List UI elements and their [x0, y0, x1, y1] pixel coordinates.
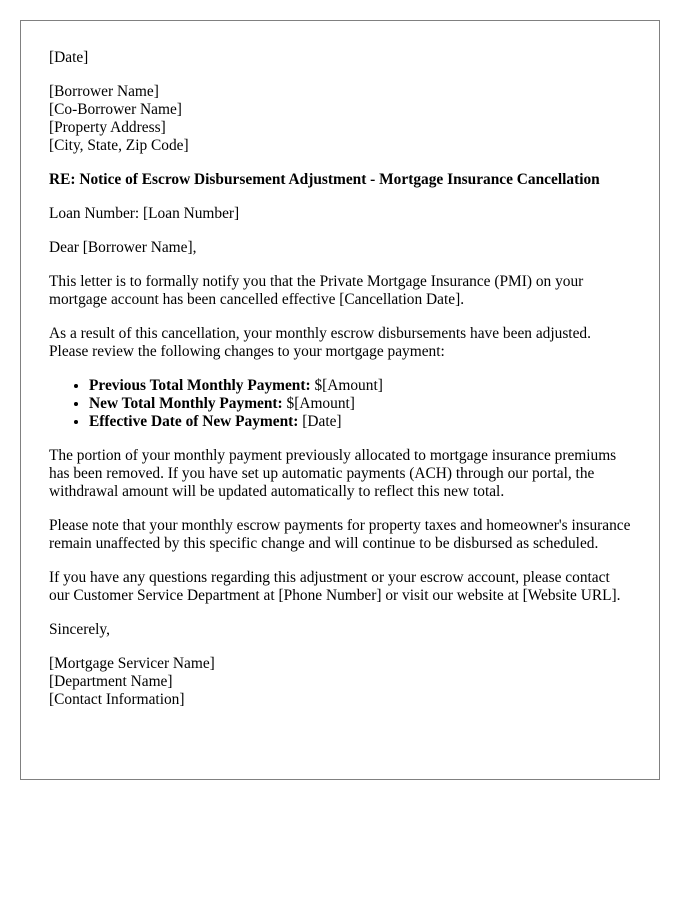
- list-item: [89, 395, 631, 413]
- city-state-zip: [City, State, Zip Code]: [49, 137, 189, 154]
- new-payment-value: $[Amount]: [282, 395, 355, 412]
- borrower-name: [Borrower Name]: [49, 83, 159, 100]
- body-paragraph-5: If you have any questions regarding this adjustment or your escrow account, please contact our Customer Service Department at [Phone Number] or visit our website at [Website URL].: [49, 569, 621, 604]
- contact-information: [Contact Information]: [49, 691, 185, 708]
- loan-number: Loan Number: [Loan Number]: [49, 205, 240, 222]
- new-payment-label: New Total Monthly Payment:: [89, 395, 283, 412]
- closing: Sincerely,: [49, 621, 110, 638]
- body-paragraph-1: This letter is to formally notify you that the Private Mortgage Insurance (PMI) on your mortgage account has been cancelled effective [Cancellation Date].: [49, 273, 584, 308]
- salutation: Dear [Borrower Name],: [49, 239, 197, 256]
- signature-block: [49, 655, 631, 709]
- department-name: [Department Name]: [49, 673, 173, 690]
- body-paragraph-3: The portion of your monthly payment previously allocated to mortgage insurance premiums has been removed. If you have set up automatic payments (ACH) through our portal, the withdrawal amount will be updated automatically to reflect this new total.: [49, 447, 617, 500]
- co-borrower-name: [Co-Borrower Name]: [49, 101, 182, 118]
- previous-payment-label: Previous Total Monthly Payment:: [89, 377, 311, 394]
- list-item: [89, 413, 631, 431]
- effective-date-label: Effective Date of New Payment:: [89, 413, 299, 430]
- subject-line: RE: Notice of Escrow Disbursement Adjustment - Mortgage Insurance Cancellation: [49, 171, 600, 188]
- letter-date: [49, 49, 631, 67]
- effective-date-value: [Date]: [298, 413, 342, 430]
- payment-changes-list: [49, 377, 631, 431]
- letter-page: [20, 20, 660, 780]
- previous-payment-value: $[Amount]: [310, 377, 383, 394]
- body-paragraph-4: Please note that your monthly escrow payments for property taxes and homeowner's insurance remain unaffected by this specific change and will continue to be disbursed as scheduled.: [49, 517, 631, 552]
- servicer-name: [Mortgage Servicer Name]: [49, 655, 215, 672]
- list-item: [89, 377, 631, 395]
- property-address: [Property Address]: [49, 119, 166, 136]
- body-paragraph-2: As a result of this cancellation, your monthly escrow disbursements have been adjusted. Please review the following changes to your mortgage payment:: [49, 325, 591, 360]
- recipient-address: [49, 83, 631, 155]
- date-text: [Date]: [49, 49, 89, 66]
